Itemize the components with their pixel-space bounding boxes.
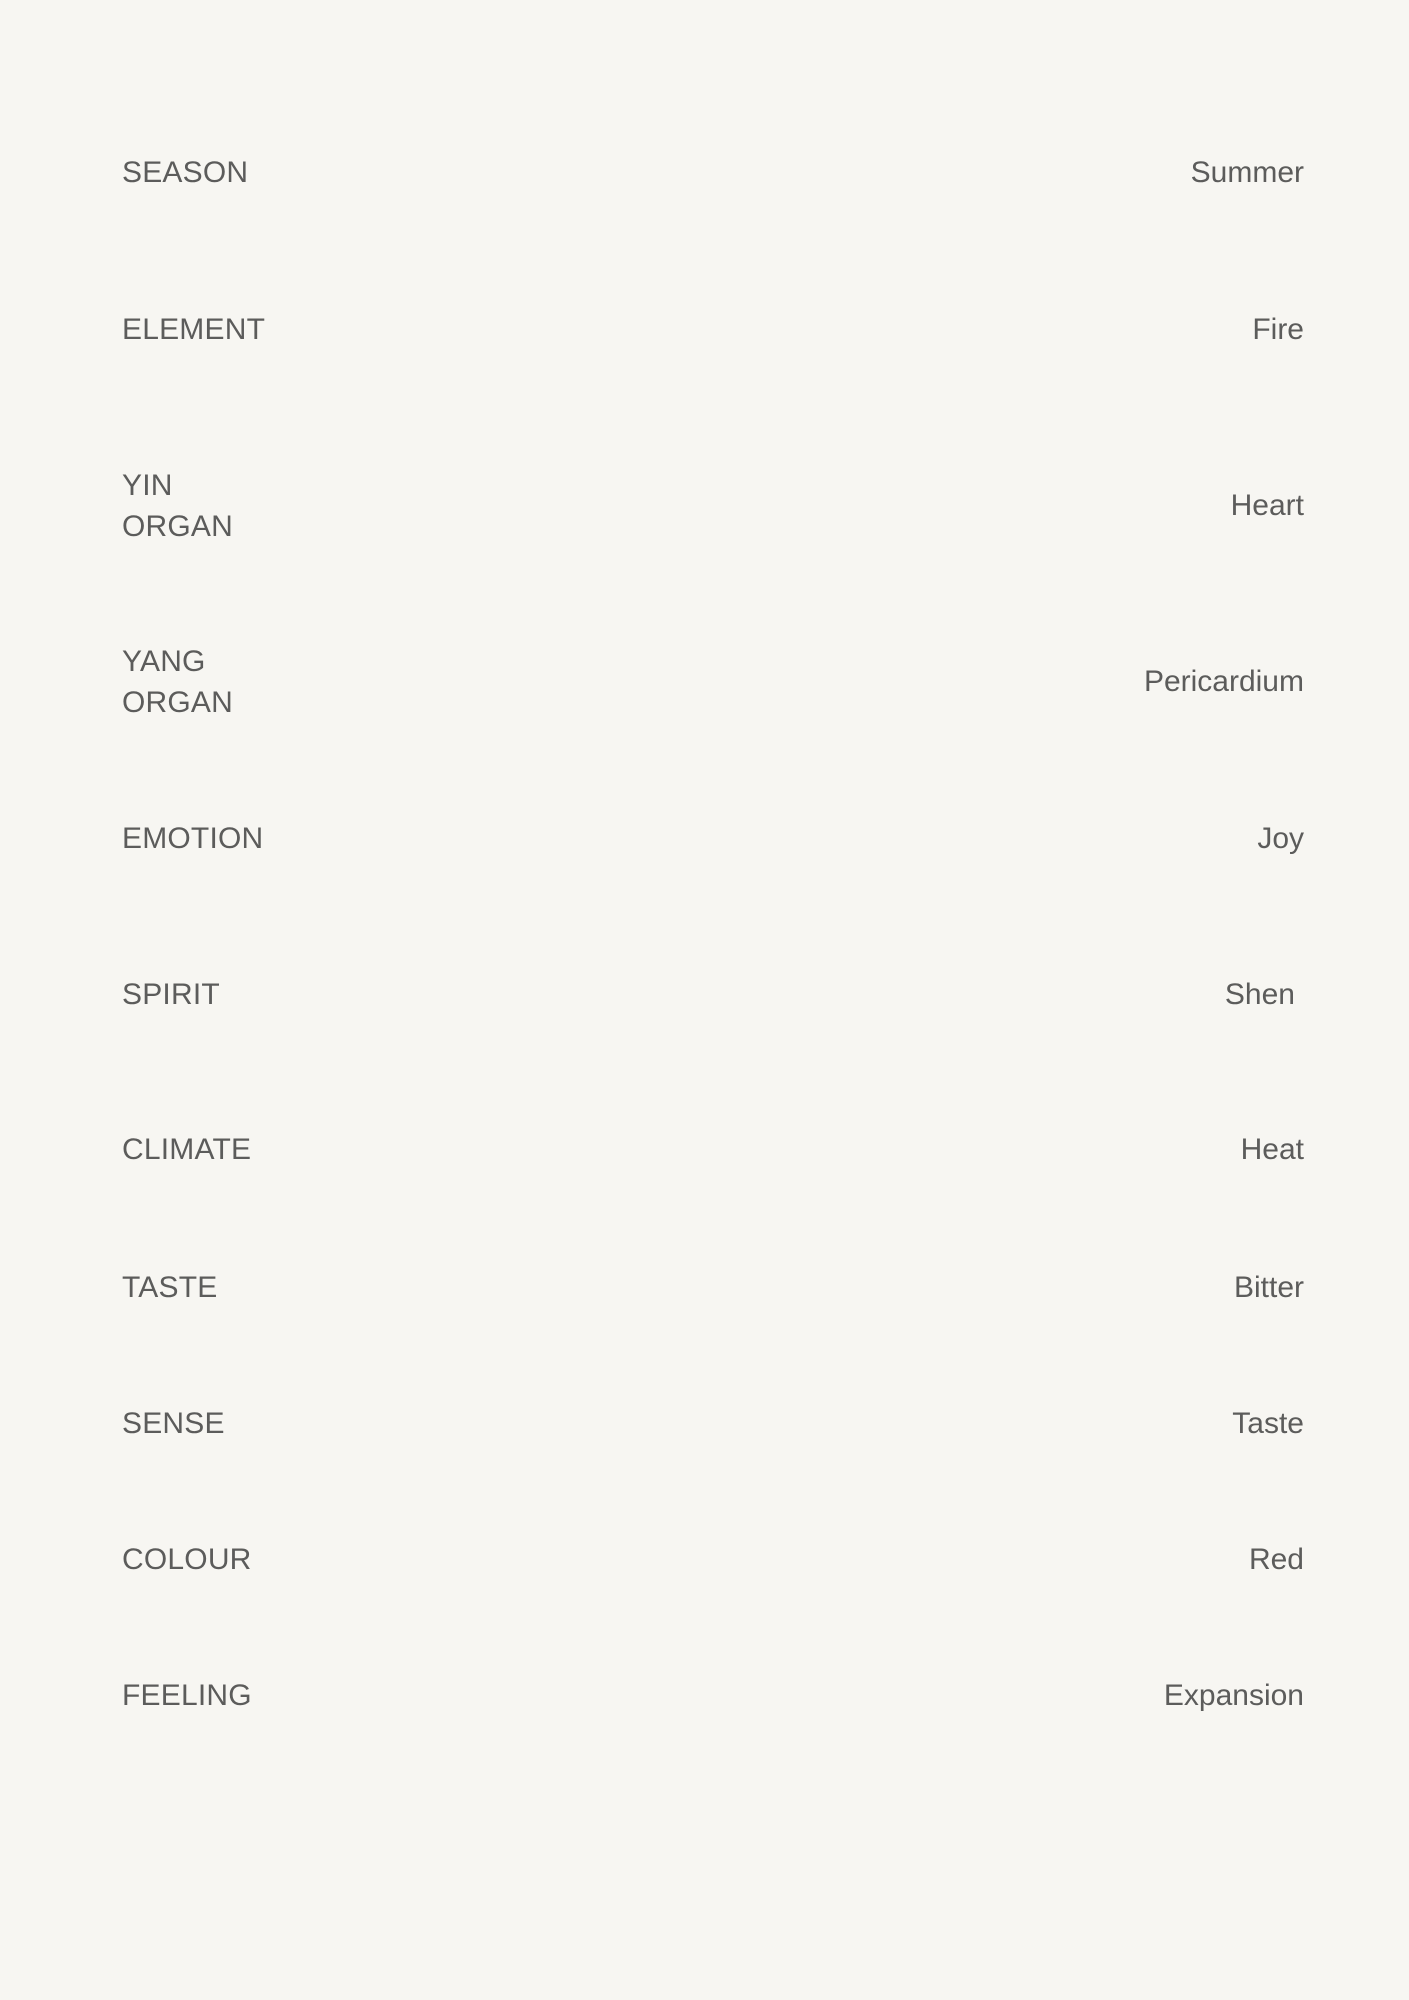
row-label: ELEMENT [122, 313, 266, 346]
row-label: SPIRIT [122, 978, 220, 1011]
row-label: EMOTION [122, 822, 264, 855]
row-value: Shen [1224, 978, 1295, 1011]
row-value: Joy [1257, 822, 1304, 855]
row-label: FEELING [122, 1679, 252, 1712]
row-value: Pericardium [1143, 665, 1304, 698]
row-label: COLOUR [122, 1543, 252, 1576]
row-value: Summer [1190, 156, 1304, 189]
row-label: SEASON [122, 156, 249, 189]
row-value: Heat [1240, 1133, 1304, 1166]
row-value: Heart [1230, 489, 1304, 522]
row-label: CLIMATE [122, 1133, 252, 1166]
row-value: Bitter [1233, 1271, 1304, 1304]
row-label: SENSE [122, 1407, 225, 1440]
row-value: Red [1248, 1543, 1304, 1576]
row-value: Taste [1232, 1407, 1304, 1440]
row-label: YIN ORGAN [122, 469, 234, 543]
row-value: Expansion [1163, 1679, 1304, 1712]
row-label: TASTE [122, 1271, 218, 1304]
row-label: YANG ORGAN [122, 645, 234, 719]
row-value: Fire [1252, 313, 1304, 346]
